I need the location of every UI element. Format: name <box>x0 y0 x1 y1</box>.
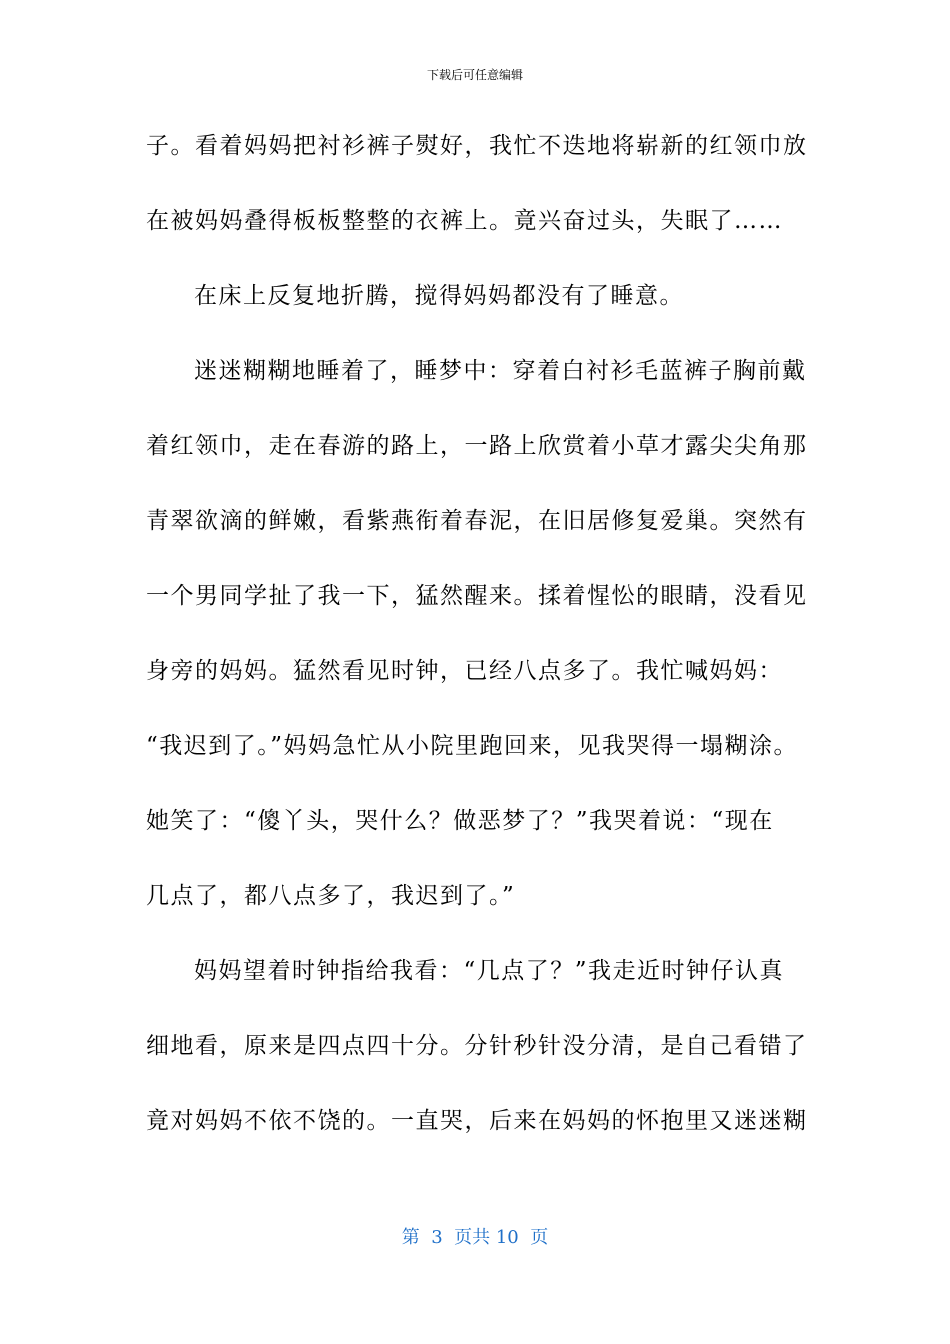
text-line-9: “我迟到了。”妈妈急忙从小院里跑回来，见我哭得一塌糊涂。 <box>146 733 799 759</box>
text-line-1: 子。看着妈妈把衬衫裤子熨好，我忙不迭地将崭新的红领巾放 <box>146 133 808 159</box>
text-line-3: 在床上反复地折腾，搅得妈妈都没有了睡意。 <box>194 283 684 309</box>
text-line-6: 青翠欲滴的鲜嫩，看紫燕衔着春泥，在旧居修复爱巢。突然有 <box>146 508 808 534</box>
text-line-8: 身旁的妈妈。猛然看见时钟，已经八点多了。我忙喊妈妈： <box>146 658 783 684</box>
text-line-2: 在被妈妈叠得板板整整的衣裤上。竟兴奋过头，失眠了…… <box>146 208 783 234</box>
text-line-5: 着红领巾，走在春游的路上，一路上欣赏着小草才露尖尖角那 <box>146 433 808 459</box>
text-line-13: 细地看，原来是四点四十分。分针秒针没分清，是自己看错了 <box>146 1033 808 1059</box>
document-body <box>146 120 806 1170</box>
text-line-10: 她笑了：“傻丫头，哭什么？做恶梦了？”我哭着说：“现在 <box>146 808 774 834</box>
header-note: 下载后可任意编辑 <box>426 68 523 82</box>
text-line-11: 几点了，都八点多了，我迟到了。” <box>146 883 516 909</box>
text-line-14: 竟对妈妈不依不饶的。一直哭，后来在妈妈的怀抱里又迷迷糊 <box>146 1108 808 1134</box>
page-number-footer: 第 3 页共 10 页 <box>401 1227 549 1248</box>
text-line-7: 一个男同学扯了我一下，猛然醒来。揉着惺忪的眼睛，没看见 <box>146 583 808 609</box>
text-line-4: 迷迷糊糊地睡着了，睡梦中：穿着白衬衫毛蓝裤子胸前戴 <box>194 358 807 384</box>
text-line-12: 妈妈望着时钟指给我看：“几点了？”我走近时钟仔认真 <box>194 958 785 984</box>
